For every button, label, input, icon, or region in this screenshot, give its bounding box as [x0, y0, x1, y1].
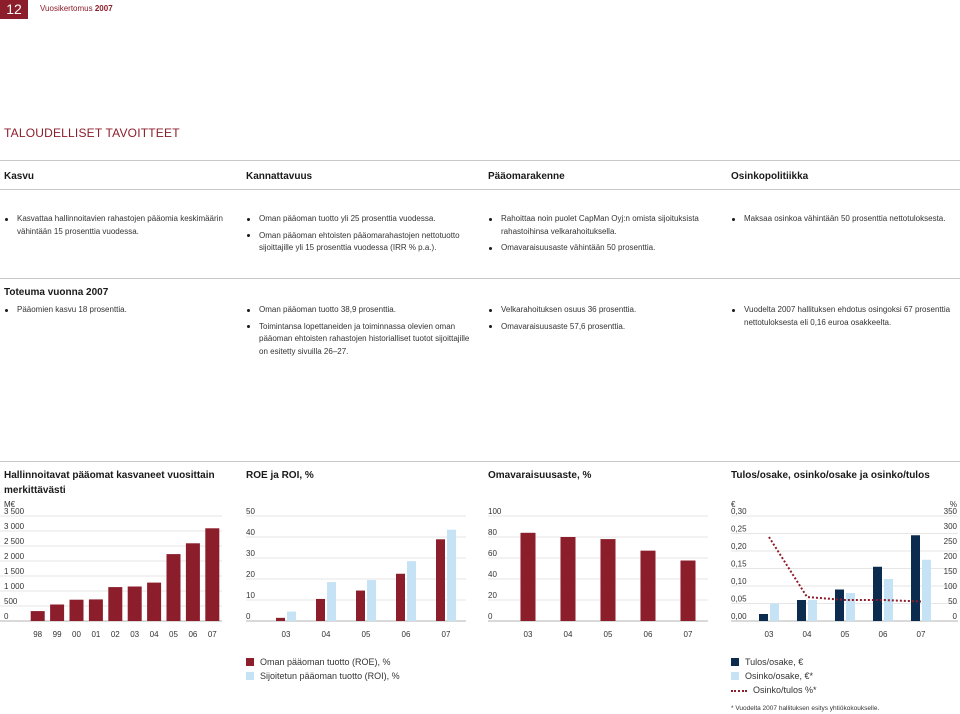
y-tick-label-right: 200 [943, 552, 957, 561]
list-item: Oman pääoman ehtoisten pääomarahastojen nettotuotto sijoittajille yli 15 prosenttia vuodessa (IRR % p.a.). [246, 230, 472, 255]
list-item: Oman pääoman tuotto 38,9 prosenttia. [246, 304, 472, 317]
bar [205, 528, 219, 621]
legend-label: Tulos/osake, € [745, 657, 804, 667]
y-tick-label-right: 150 [943, 567, 957, 576]
bar [70, 600, 84, 621]
y-tick-label-left: 0,05 [731, 594, 747, 604]
unit-label: € [731, 500, 736, 509]
x-tick-label: 03 [281, 630, 291, 639]
running-title: Vuosikertomus 2007 [40, 4, 113, 13]
y-tick-label: 2 000 [4, 552, 25, 561]
y-tick-label: 2 500 [4, 537, 25, 546]
y-tick-label: 60 [488, 549, 497, 558]
divider [0, 278, 960, 279]
bar [407, 561, 416, 621]
heading-kannattavuus: Kannattavuus [246, 171, 313, 182]
y-tick-label: 40 [488, 570, 497, 579]
x-tick-label: 07 [683, 630, 693, 639]
legend-label: Osinko/osake, €* [745, 671, 814, 681]
y-tick-label: 30 [246, 549, 255, 558]
chart-title-roe: ROE ja ROI, % [246, 470, 314, 481]
bar [327, 582, 336, 621]
y-tick-label: 0 [246, 612, 251, 621]
list-item: Vuodelta 2007 hallituksen ehdotus osingoksi 67 prosenttia nettotuloksesta eli 0,16 euroa osakkeelta. [731, 304, 959, 329]
chart-title-equity: Omavaraisuusaste, % [488, 470, 592, 481]
y-tick-label-left: 0,20 [731, 542, 747, 551]
x-tick-label: 07 [207, 630, 217, 639]
goals-osinkopolitiikka [731, 213, 959, 230]
bar [835, 590, 844, 622]
y-tick-label-right: 350 [943, 507, 957, 516]
heading-paaomarakenne: Pääomarakenne [488, 171, 565, 182]
bar [276, 618, 285, 621]
chart-eps-dividend [731, 500, 958, 639]
y-tick-label-left: 0,10 [731, 577, 747, 586]
y-tick-label: 1 500 [4, 567, 25, 576]
x-tick-label: 03 [130, 630, 140, 639]
x-tick-label: 99 [52, 630, 62, 639]
list-item: Rahoittaa noin puolet CapMan Oyj:n omista sijoituksista rahastoihinsa velkarahoituksella. [488, 213, 714, 238]
list-item: Toimintansa lopettaneiden ja toiminnassa olevien oman pääoman ehtoisten rahastojen historialliset tuotot sijoittajille on esitetty sivuilla 26–27. [246, 321, 472, 359]
y-tick-label-right: 250 [943, 537, 957, 546]
list-item: Pääomien kasvu 18 prosenttia. [4, 304, 226, 317]
heading-kasvu: Kasvu [4, 171, 35, 182]
x-tick-label: 04 [321, 630, 331, 639]
x-tick-label: 06 [878, 630, 888, 639]
y-tick-label: 20 [488, 591, 497, 600]
chart-roe-roi [246, 507, 466, 639]
y-tick-label-left: 0,30 [731, 507, 747, 516]
y-tick-label: 20 [246, 570, 255, 579]
y-tick-label: 3 000 [4, 522, 25, 531]
y-tick-label: 40 [246, 528, 255, 537]
bar [128, 587, 142, 622]
bar [147, 583, 161, 621]
x-tick-label: 00 [72, 630, 81, 639]
list-item: Velkarahoituksen osuus 36 prosenttia. [488, 304, 714, 317]
y-tick-label: 1 000 [4, 582, 25, 591]
legend-label: Oman pääoman tuotto (ROE), % [260, 657, 391, 667]
goals-paaomarakenne [488, 213, 714, 259]
divider [0, 160, 960, 161]
bar [167, 554, 181, 621]
x-tick-label: 07 [916, 630, 926, 639]
page-number: 12 [0, 0, 28, 19]
unit-label: M€ [4, 500, 16, 509]
bar [873, 567, 882, 621]
bar [447, 530, 456, 621]
y-tick-label: 0 [4, 612, 9, 621]
chart-equity-ratio [488, 507, 708, 639]
y-tick-label: 80 [488, 528, 497, 537]
divider [0, 189, 960, 190]
bar [846, 593, 855, 621]
bar [287, 612, 296, 621]
x-tick-label: 07 [441, 630, 451, 639]
legend-swatch-payout [731, 690, 747, 692]
actuals-paaomarakenne [488, 304, 714, 337]
bar [808, 600, 817, 621]
x-tick-label: 06 [401, 630, 411, 639]
list-item: Omavaraisuusaste vähintään 50 prosenttia. [488, 242, 714, 255]
x-tick-label: 03 [523, 630, 533, 639]
actuals-kasvu [4, 304, 226, 321]
legend-label: Osinko/tulos %* [753, 685, 817, 695]
unit-label: % [949, 500, 957, 509]
bar [641, 551, 656, 621]
y-tick-label-left: 0,15 [731, 559, 747, 569]
bar [367, 580, 376, 621]
y-tick-label-left: 0,00 [731, 612, 747, 621]
footnote: * Vuodelta 2007 hallituksen esitys yhtiökokoukselle. [731, 705, 880, 712]
bar [316, 599, 325, 621]
list-item: Oman pääoman tuotto yli 25 prosenttia vuodessa. [246, 213, 472, 226]
x-tick-label: 05 [603, 630, 613, 639]
bar [681, 561, 696, 621]
bar [911, 535, 920, 621]
bar [759, 614, 768, 621]
x-tick-label: 04 [802, 630, 812, 639]
chart-title-eps: Tulos/osake, osinko/osake ja osinko/tulos [731, 470, 930, 481]
legend-label: Sijoitetun pääoman tuotto (ROI), % [260, 671, 400, 681]
bar [922, 560, 931, 621]
chart-title-aum: Hallinnoitavat pääomat kasvaneet vuosittain merkittävästi [4, 470, 215, 496]
section-title: TALOUDELLISET TAVOITTEET [4, 126, 180, 140]
bar [521, 533, 536, 621]
actuals-kannattavuus [246, 304, 472, 362]
x-tick-label: 05 [169, 630, 178, 639]
y-tick-label: 500 [4, 597, 18, 606]
bar [31, 611, 45, 621]
bar [356, 591, 365, 621]
y-tick-label: 3 500 [4, 507, 25, 516]
list-item: Kasvattaa hallinnoitavien rahastojen pääomia keskimäärin vähintään 15 prosenttia vuodessa. [4, 213, 226, 238]
y-tick-label-right: 0 [952, 612, 957, 621]
list-item: Maksaa osinkoa vähintään 50 prosenttia nettotuloksesta. [731, 213, 959, 226]
heading-osinkopolitiikka: Osinkopolitiikka [731, 171, 809, 182]
bar [436, 539, 445, 621]
bar [396, 574, 405, 621]
legend-swatch-eps [731, 658, 739, 666]
toteuma-title: Toteuma vuonna 2007 [4, 287, 109, 298]
charts-svg [0, 495, 960, 645]
x-tick-label: 06 [643, 630, 653, 639]
bar [797, 600, 806, 621]
bar [50, 605, 64, 622]
goals-kannattavuus [246, 213, 472, 259]
legend-swatch-dps [731, 672, 739, 680]
x-tick-label: 04 [149, 630, 159, 639]
y-tick-label-right: 300 [943, 522, 957, 531]
y-tick-label-left: 0,25 [731, 524, 747, 534]
legend-swatch-roe [246, 658, 254, 666]
x-tick-label: 06 [188, 630, 198, 639]
x-tick-label: 05 [361, 630, 371, 639]
legend-eps [731, 655, 817, 697]
x-tick-label: 01 [91, 630, 101, 639]
bar [601, 539, 616, 621]
x-tick-label: 98 [33, 630, 43, 639]
x-tick-label: 05 [840, 630, 850, 639]
divider [0, 461, 960, 462]
bar [108, 587, 122, 621]
bar [770, 604, 779, 622]
payout-line [769, 537, 921, 602]
legend-roe [246, 655, 400, 683]
x-tick-label: 04 [563, 630, 573, 639]
y-tick-label: 100 [488, 507, 502, 516]
x-tick-label: 02 [110, 630, 120, 639]
bar [89, 599, 103, 621]
y-tick-label: 0 [488, 612, 493, 621]
goals-kasvu [4, 213, 226, 242]
actuals-osinkopolitiikka [731, 304, 959, 333]
y-tick-label: 10 [246, 591, 255, 600]
y-tick-label-right: 50 [948, 597, 957, 606]
bar [186, 543, 200, 621]
bar [561, 537, 576, 621]
list-item: Omavaraisuusaste 57,6 prosenttia. [488, 321, 714, 334]
x-tick-label: 03 [764, 630, 774, 639]
y-tick-label-right: 100 [943, 582, 957, 591]
legend-swatch-roi [246, 672, 254, 680]
y-tick-label: 50 [246, 507, 255, 516]
chart-aum [0, 500, 222, 639]
